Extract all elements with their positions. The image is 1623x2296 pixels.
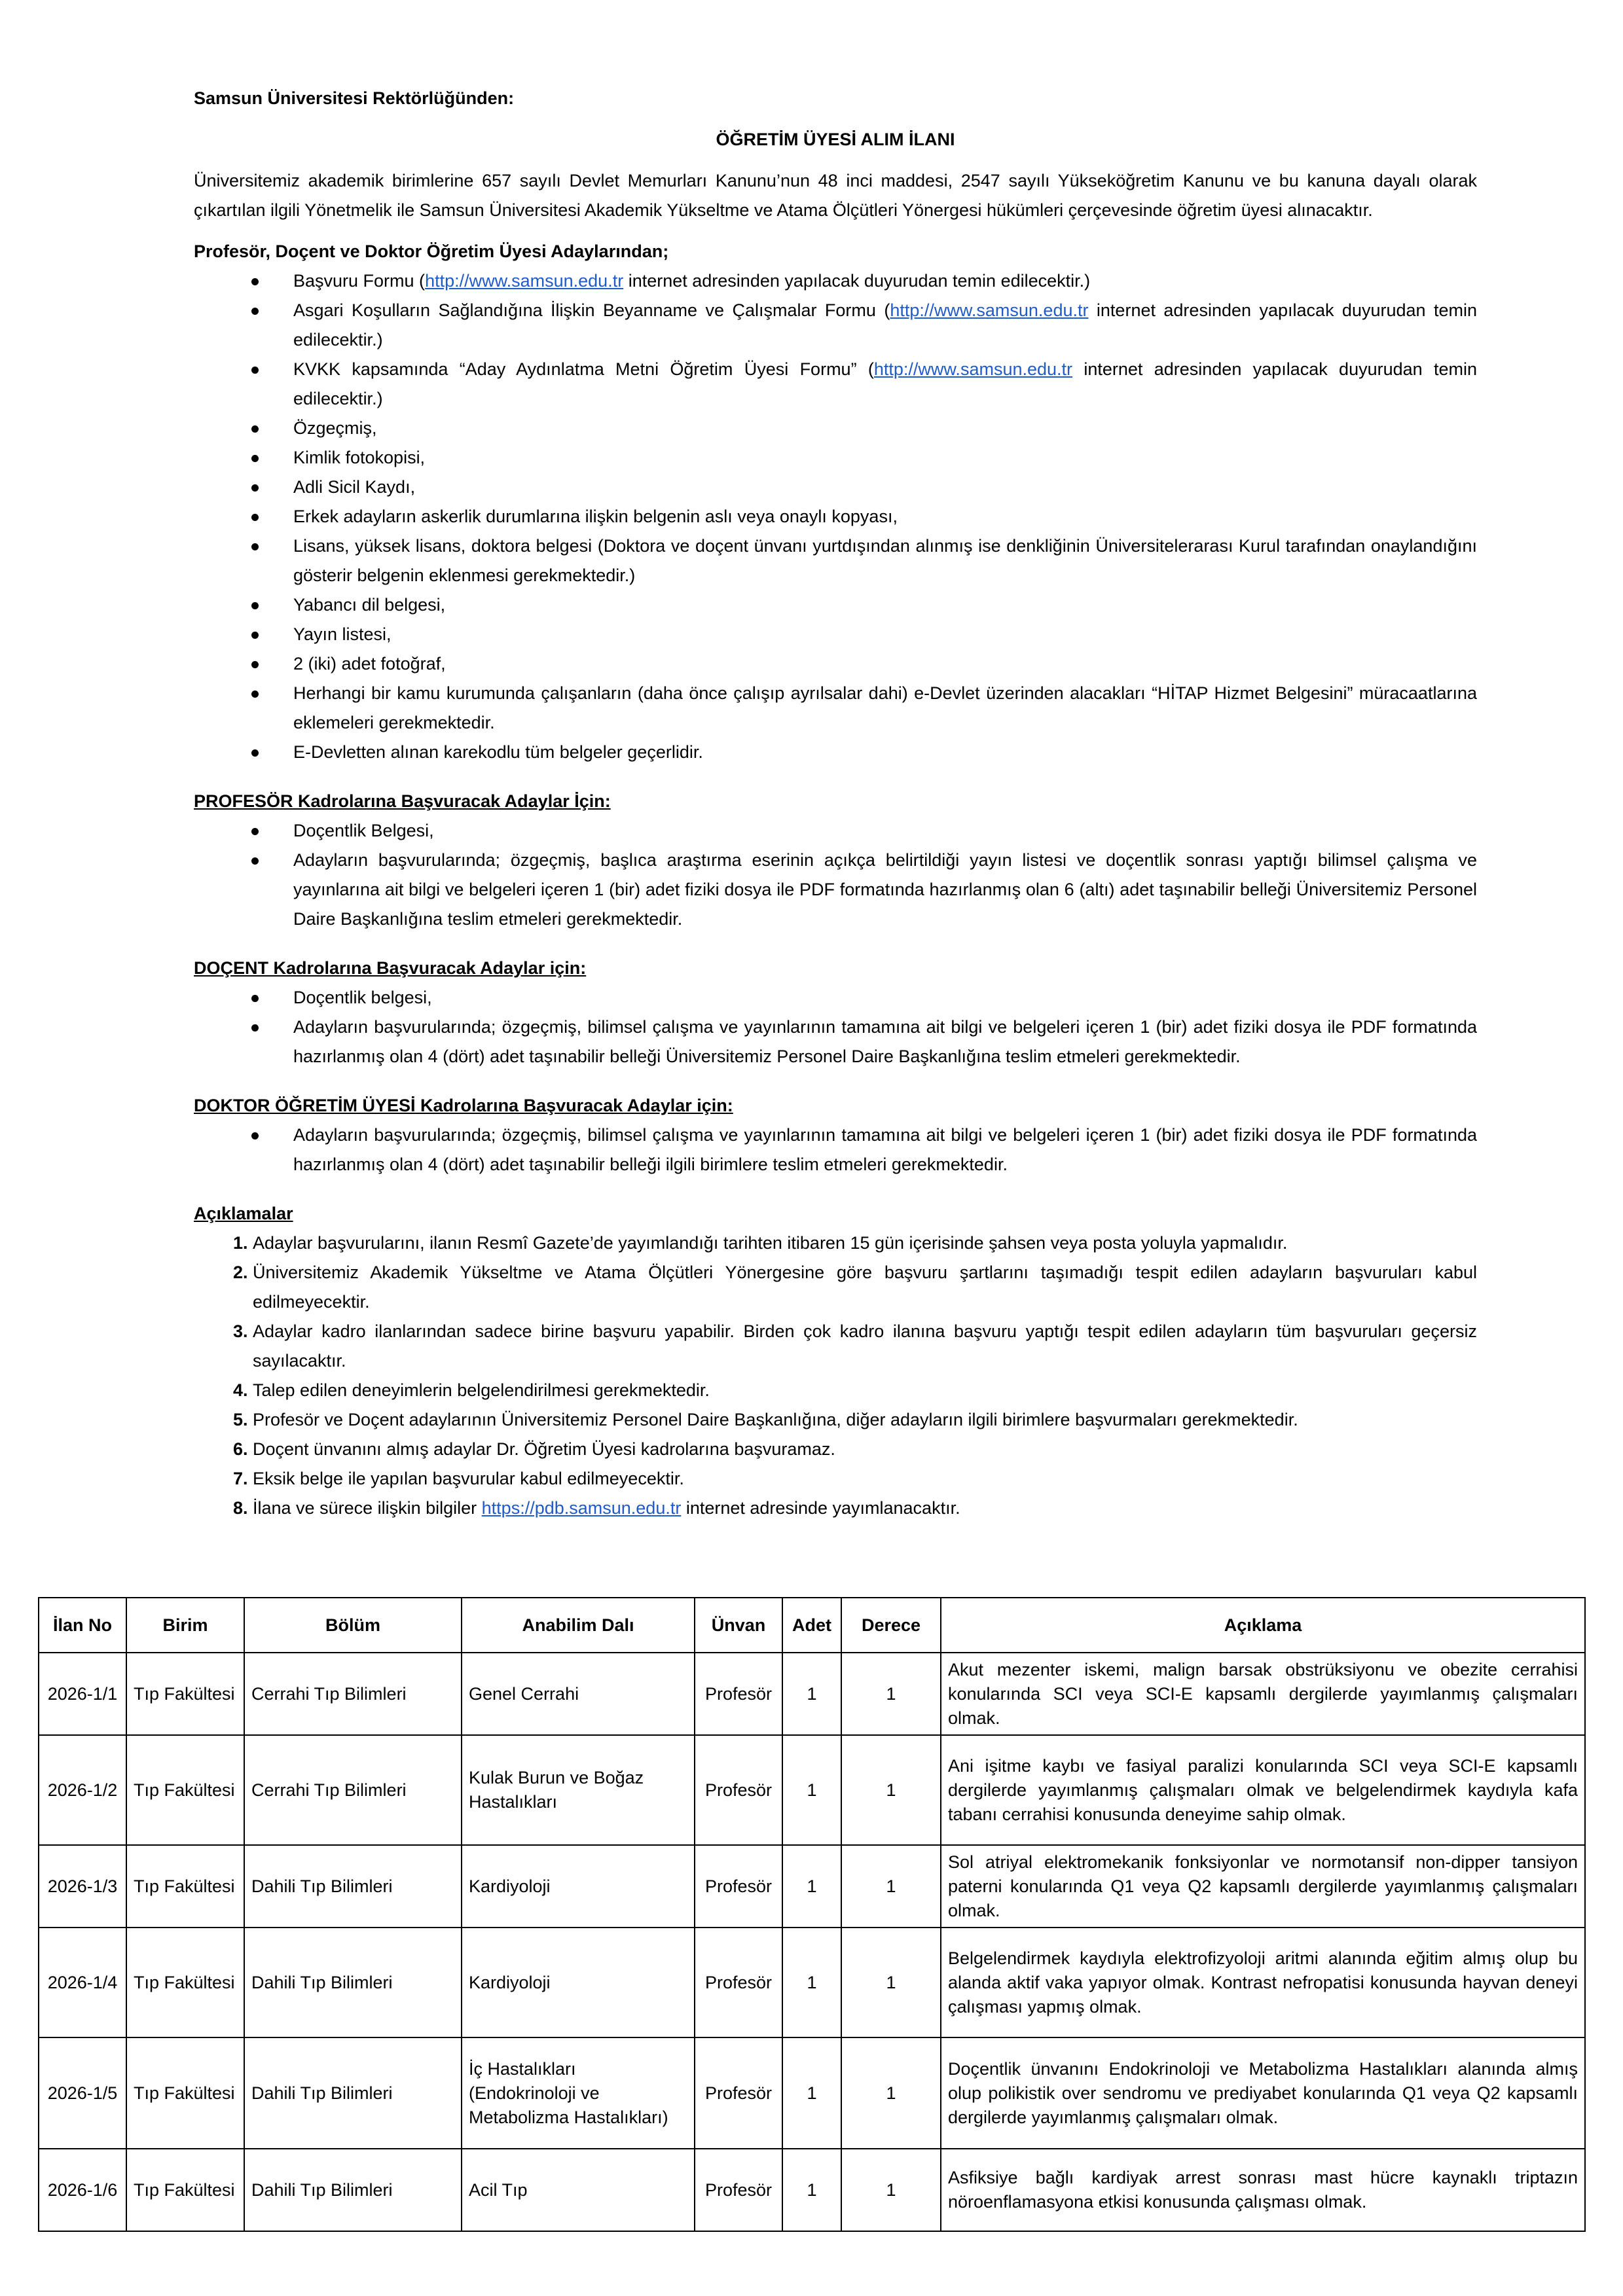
cell-aciklama: Sol atriyal elektromekanik fonksiyonlar ve normotansif non-dipper tansiyon paterni konularında Q1 veya Q2 kapsamlı dergilerde yayımlanmış çalışmaları olmak. — [941, 1845, 1585, 1928]
list-item: Adayların başvurularında; özgeçmiş, başlıca araştırma eserinin açıkça belirtildiği yayın listesi ve doçentlik sonrası yaptığı bilimsel çalışma ve yayınlarına ait bilgi ve belgeleri içeren 1 (bir) adet fiziki dosya ile PDF formatında hazırlanmış olan 6 (altı) adet taşınabilir belleği Üniversitemiz Personel Daire Başkanlığına teslim etmeleri gerekmektedir. — [194, 846, 1477, 934]
note-item: 2. Üniversitemiz Akademik Yükseltme ve Atama Ölçütleri Yönergesine göre başvuru şartlarını taşımadığı tespit edilen adayların başvuruları kabul edilmeyecektir. — [233, 1263, 1477, 1312]
cell-ilan-no: 2026-1/4 — [39, 1928, 126, 2037]
cell-ilan-no: 2026-1/5 — [39, 2037, 126, 2149]
column-header-adet: Adet — [782, 1598, 841, 1653]
cell-unvan: Profesör — [695, 1928, 782, 2037]
cell-birim: Tıp Fakültesi — [126, 1845, 244, 1928]
positions-table — [38, 1597, 1586, 2232]
cell-bolum: Cerrahi Tıp Bilimleri — [244, 1653, 462, 1735]
note-item: 1. Adaylar başvurularını, ilanın Resmî Gazete’de yayımlandığı tarihten itibaren 15 gün içerisinde şahsen veya posta yoluyla yapmalıdır. — [233, 1233, 1288, 1253]
note-item: 3. Adaylar kadro ilanlarından sadece birine başvuru yapabilir. Birden çok kadro ilanına başvuru yaptığı tespit edilen adayların tüm başvuruları geçersiz sayılacaktır. — [233, 1321, 1477, 1371]
note-item: 5. Profesör ve Doçent adaylarının Üniversitemiz Personel Daire Başkanlığına, diğer adayların ilgili birimlere başvurmaları gerekmektedir. — [233, 1410, 1298, 1429]
note-item: 8. İlana ve sürece ilişkin bilgiler https://pdb.samsun.edu.tr internet adresinde yayımlanacaktır. — [233, 1498, 960, 1518]
cell-birim: Tıp Fakültesi — [126, 2037, 244, 2149]
cell-unvan: Profesör — [695, 1653, 782, 1735]
cell-ilan-no: 2026-1/2 — [39, 1735, 126, 1845]
assistant-heading: DOKTOR ÖĞRETİM ÜYESİ Kadrolarına Başvuracak Adaylar için: — [194, 1096, 733, 1115]
cell-anabilim: Acil Tıp — [462, 2149, 695, 2231]
list-item: Doçentlik belgesi, — [194, 983, 1477, 1013]
column-header-birim: Birim — [126, 1598, 244, 1653]
cell-ilan-no: 2026-1/3 — [39, 1845, 126, 1928]
cell-unvan: Profesör — [695, 2149, 782, 2231]
general-requirements-heading: Profesör, Doçent ve Doktor Öğretim Üyesi Adaylarından; — [194, 242, 669, 261]
professor-heading: PROFESÖR Kadrolarına Başvuracak Adaylar İçin: — [194, 791, 611, 811]
list-item: Yayın listesi, — [194, 620, 1477, 649]
cell-derece: 1 — [841, 1928, 941, 2037]
table-row — [39, 1845, 1585, 1928]
cell-bolum: Dahili Tıp Bilimleri — [244, 1845, 462, 1928]
cell-bolum: Dahili Tıp Bilimleri — [244, 2149, 462, 2231]
cell-ilan-no: 2026-1/6 — [39, 2149, 126, 2231]
column-header-unvan: Ünvan — [695, 1598, 782, 1653]
samsun-website-link[interactable]: http://www.samsun.edu.tr — [890, 300, 1089, 320]
professor-requirements-list — [194, 816, 1477, 934]
cell-birim: Tıp Fakültesi — [126, 1653, 244, 1735]
list-item: 2 (iki) adet fotoğraf, — [194, 649, 1477, 679]
cell-aciklama: Doçentlik ünvanını Endokrinoloji ve Metabolizma Hastalıkları alanında almış olup polikistik over sendromu ve prediyabet konularında Q1 veya Q2 kapsamlı dergilerde yayımlanmış çalışmaları olmak. — [941, 2037, 1585, 2149]
list-item: Adli Sicil Kaydı, — [194, 473, 1477, 502]
list-item: Adayların başvurularında; özgeçmiş, bilimsel çalışma ve yayınlarının tamamına ait bilgi ve belgeleri içeren 1 (bir) adet fiziki dosya ile PDF formatında hazırlanmış olan 4 (dört) adet taşınabilir belleği Üniversitemiz Personel Daire Başkanlığına teslim etmeleri gerekmektedir. — [194, 1013, 1477, 1071]
cell-adet: 1 — [782, 1653, 841, 1735]
list-item: Başvuru Formu (http://www.samsun.edu.tr internet adresinden yapılacak duyurudan temin edilecektir.) — [194, 266, 1477, 296]
cell-derece: 1 — [841, 2149, 941, 2231]
cell-anabilim: Kardiyoloji — [462, 1845, 695, 1928]
table-header-row — [39, 1598, 1585, 1653]
column-header-derece: Derece — [841, 1598, 941, 1653]
cell-derece: 1 — [841, 2037, 941, 2149]
cell-ilan-no: 2026-1/1 — [39, 1653, 126, 1735]
associate-heading: DOÇENT Kadrolarına Başvuracak Adaylar için: — [194, 958, 587, 978]
samsun-website-link[interactable]: http://www.samsun.edu.tr — [873, 359, 1073, 379]
cell-anabilim: Kulak Burun ve Boğaz Hastalıkları — [462, 1735, 695, 1845]
cell-bolum: Dahili Tıp Bilimleri — [244, 2037, 462, 2149]
cell-aciklama: Ani işitme kaybı ve fasiyal paralizi konularında SCI veya SCI-E kapsamlı dergilerde yayımlanmış çalışmaları olmak ve belgelendirmek kaydıyla kafa tabanı cerrahisi konusunda deneyime sahip olmak. — [941, 1735, 1585, 1845]
table-row — [39, 1735, 1585, 1845]
list-item: Erkek adayların askerlik durumlarına ilişkin belgenin aslı veya onaylı kopyası, — [194, 502, 1477, 531]
cell-anabilim: Genel Cerrahi — [462, 1653, 695, 1735]
cell-bolum: Dahili Tıp Bilimleri — [244, 1928, 462, 2037]
list-item: Asgari Koşulların Sağlandığına İlişkin Beyanname ve Çalışmalar Formu (http://www.samsun.edu.tr internet adresinden yapılacak duyurudan temin edilecektir.) — [194, 296, 1477, 355]
list-item: Kimlik fotokopisi, — [194, 443, 1477, 473]
column-header-aciklama: Açıklama — [941, 1598, 1585, 1653]
note-item: 6. Doçent ünvanını almış adaylar Dr. Öğretim Üyesi kadrolarına başvuramaz. — [233, 1439, 835, 1459]
notes-heading: Açıklamalar — [194, 1204, 293, 1223]
list-item: E-Devletten alınan karekodlu tüm belgeler geçerlidir. — [194, 738, 1477, 767]
cell-unvan: Profesör — [695, 2037, 782, 2149]
note-item: 7. Eksik belge ile yapılan başvurular kabul edilmeyecektir. — [233, 1469, 684, 1488]
cell-birim: Tıp Fakültesi — [126, 1735, 244, 1845]
cell-unvan: Profesör — [695, 1845, 782, 1928]
cell-aciklama: Akut mezenter iskemi, malign barsak obstrüksiyonu ve obezite cerrahisi konularında SCI veya SCI-E kapsamlı dergilerde yayımlanmış çalışmaları olmak. — [941, 1653, 1585, 1735]
intro-paragraph: Üniversitemiz akademik birimlerine 657 sayılı Devlet Memurları Kanunu’nun 48 inci maddesi, 2547 sayılı Yükseköğretim Kanunu ve bu kanuna dayalı olarak çıkartılan ilgili Yönetmelik ile Samsun Üniversitesi Akademik Yükseltme ve Atama Ölçütleri Yönergesi hükümleri çerçevesinde öğretim üyesi alınacaktır. — [194, 171, 1477, 220]
list-item: Yabancı dil belgesi, — [194, 590, 1477, 620]
table-row — [39, 1928, 1585, 2037]
list-item: KVKK kapsamında “Aday Aydınlatma Metni Öğretim Üyesi Formu” (http://www.samsun.edu.tr internet adresinden yapılacak duyurudan temin edilecektir.) — [194, 355, 1477, 414]
notes-list — [194, 1229, 1477, 1523]
cell-anabilim: Kardiyoloji — [462, 1928, 695, 2037]
table-row — [39, 1653, 1585, 1735]
cell-derece: 1 — [841, 1845, 941, 1928]
cell-unvan: Profesör — [695, 1735, 782, 1845]
cell-adet: 1 — [782, 1735, 841, 1845]
issuer-line: Samsun Üniversitesi Rektörlüğünden: — [194, 88, 515, 108]
cell-derece: 1 — [841, 1735, 941, 1845]
cell-bolum: Cerrahi Tıp Bilimleri — [244, 1735, 462, 1845]
list-item: Lisans, yüksek lisans, doktora belgesi (Doktora ve doçent ünvanı yurtdışından alınmış ise denkliğinin Üniversitelerarası Kurul tarafından onaylandığını gösterir belgenin eklenmesi gerekmektedir.) — [194, 531, 1477, 590]
cell-adet: 1 — [782, 2037, 841, 2149]
announcement-title: ÖĞRETİM ÜYESİ ALIM İLANI — [716, 130, 955, 149]
samsun-website-link[interactable]: http://www.samsun.edu.tr — [425, 271, 624, 291]
cell-anabilim: İç Hastalıkları (Endokrinoloji ve Metabolizma Hastalıkları) — [462, 2037, 695, 2149]
general-requirements-list — [194, 266, 1477, 767]
cell-adet: 1 — [782, 1845, 841, 1928]
column-header-ilan-no: İlan No — [39, 1598, 126, 1653]
cell-birim: Tıp Fakültesi — [126, 2149, 244, 2231]
note-item: 4. Talep edilen deneyimlerin belgelendirilmesi gerekmektedir. — [233, 1380, 710, 1400]
column-header-anabilim: Anabilim Dalı — [462, 1598, 695, 1653]
associate-requirements-list — [194, 983, 1477, 1071]
table-row — [39, 2149, 1585, 2231]
column-header-bolum: Bölüm — [244, 1598, 462, 1653]
list-item: Özgeçmiş, — [194, 414, 1477, 443]
table-row — [39, 2037, 1585, 2149]
cell-aciklama: Belgelendirmek kaydıyla elektrofizyoloji aritmi alanında eğitim almış olup bu alanda aktif vaka yapıyor olmak. Kontrast nefropatisi konusunda hayvan deneyi çalışması yapmış olmak. — [941, 1928, 1585, 2037]
cell-birim: Tıp Fakültesi — [126, 1928, 244, 2037]
cell-adet: 1 — [782, 2149, 841, 2231]
pdb-website-link[interactable]: https://pdb.samsun.edu.tr — [481, 1498, 682, 1518]
announcement-body — [194, 84, 1477, 1523]
cell-adet: 1 — [782, 1928, 841, 2037]
list-item: Adayların başvurularında; özgeçmiş, bilimsel çalışma ve yayınlarının tamamına ait bilgi ve belgeleri içeren 1 (bir) adet fiziki dosya ile PDF formatında hazırlanmış olan 4 (dört) adet taşınabilir belleği ilgili birimlere teslim etmeleri gerekmektedir. — [194, 1121, 1477, 1179]
cell-derece: 1 — [841, 1653, 941, 1735]
list-item: Doçentlik Belgesi, — [194, 816, 1477, 846]
cell-aciklama: Asfiksiye bağlı kardiyak arrest sonrası mast hücre kaynaklı triptazın nöroenflamasyona etkisi konusunda çalışması olmak. — [941, 2149, 1585, 2231]
list-item: Herhangi bir kamu kurumunda çalışanların (daha önce çalışıp ayrılsalar dahi) e-Devlet üzerinden alacakları “HİTAP Hizmet Belgesini” müracaatlarına eklemeleri gerekmektedir. — [194, 679, 1477, 738]
assistant-requirements-list — [194, 1121, 1477, 1179]
